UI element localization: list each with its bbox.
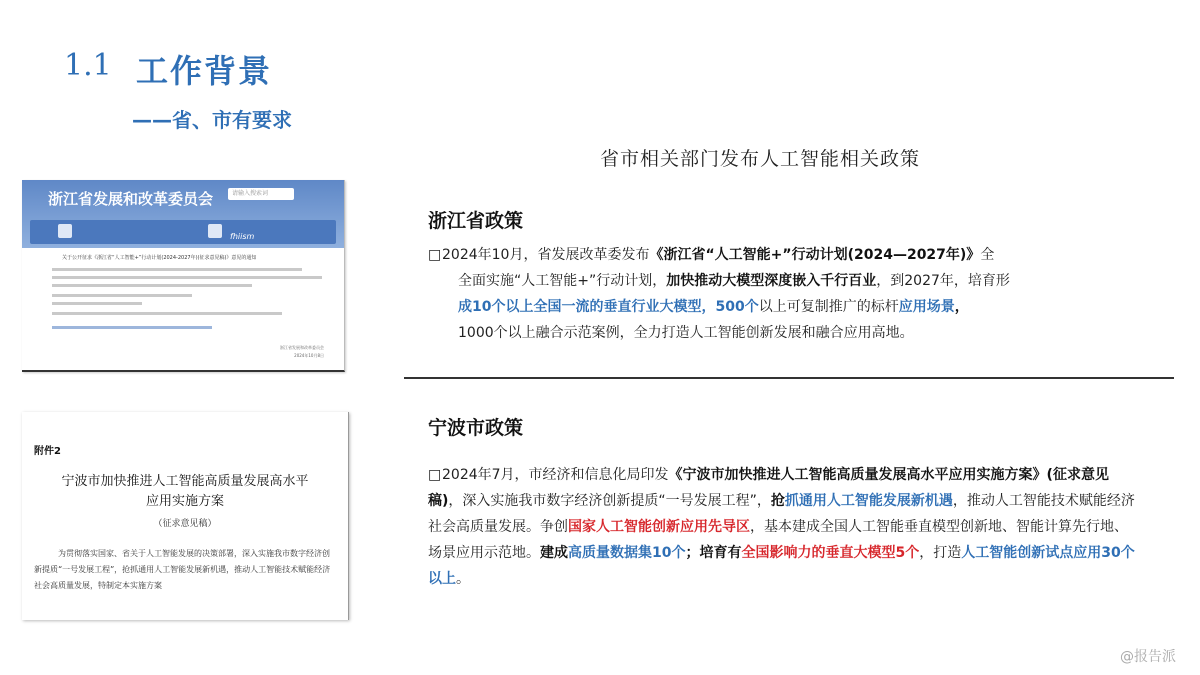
notice-text-line <box>52 302 142 305</box>
notice-text-line <box>52 284 252 287</box>
notice-signature: 浙江省发展和改革委员会 2024年10月8日 <box>280 345 324 358</box>
zhejiang-policy-title: 浙江省政策 <box>428 210 524 232</box>
notice-text-line <box>52 294 192 297</box>
ningbo-document-thumbnail <box>22 412 349 620</box>
notice-text-line <box>52 312 282 315</box>
policies-heading: 省市相关部门发布人工智能相关政策 <box>600 148 921 170</box>
website-notice-title: 关于公开征求《浙江省“人工智能+”行动计划(2024-2027年)(征求意见稿)》意见的通知 <box>62 255 257 261</box>
document-title: 宁波市加快推进人工智能高质量发展高水平 应用实施方案 <box>61 474 309 509</box>
section-number: 1.1 <box>64 48 112 83</box>
home-icon <box>58 224 72 238</box>
page-title: 工作背景 <box>136 52 273 90</box>
attachment-label: 附件2 <box>34 446 61 457</box>
ningbo-policy-title: 宁波市政策 <box>428 417 524 439</box>
notice-text-line <box>52 268 302 271</box>
notice-text-line <box>52 276 322 279</box>
website-banner-title: 浙江省发展和改革委员会 <box>48 190 214 208</box>
website-search-input: 请输入搜索词 <box>228 188 294 200</box>
bullet-icon: □ <box>428 247 442 263</box>
website-nav-text: fhiism <box>230 232 255 241</box>
notice-attachment-link <box>52 326 212 329</box>
bullet-icon: □ <box>428 467 442 483</box>
document-subtitle: （征求意见稿） <box>153 519 217 529</box>
page-subtitle: ——省、市有要求 <box>132 108 292 132</box>
watermark: @报告派 <box>1120 649 1176 665</box>
ningbo-policy-paragraph: □2024年7月，市经济和信息化局印发《宁波市加快推进人工智能高质量发展高水平应用实施方案》(征求意见稿)，深入实施我市数字经济创新提质“一号发展工程”，抢抓通用人工智能发展新机遇，推动人工智能技术赋能经济社会高质量发展。争创国家人工智能创新应用先导区，基本建成全国人工智能垂直模型创新地、智能计算先行地、场景应用示范地。建成高质量数据集10个；培育有全国影响力的垂直大模型5个，打造人工智能创新试点应用30个以上。 <box>428 462 1140 592</box>
document-body: 为贯彻落实国家、省关于人工智能发展的决策部署，深入实施我市数字经济创新提质“一号发展工程”，抢抓通用人工智能发展新机遇，推动人工智能技术赋能经济社会高质量发展，特制定本实施方案 <box>34 549 331 590</box>
section-divider <box>404 377 1174 379</box>
zhejiang-policy-paragraph: □2024年10月，省发展改革委发布《浙江省“人工智能+”行动计划(2024—2027年)》全 全面实施“人工智能+”行动计划，加快推动大模型深度嵌入千行百业，到2027年，培育形 成10个以上全国一流的垂直行业大模型，500个以上可复制推广的标杆应用场景， 1000个以上融合示范案例，全力打造人工智能创新发展和融合应用高地。 <box>428 242 1140 346</box>
zhejiang-website-thumbnail <box>22 180 345 372</box>
website-navbar <box>30 220 336 244</box>
user-icon <box>208 224 222 238</box>
